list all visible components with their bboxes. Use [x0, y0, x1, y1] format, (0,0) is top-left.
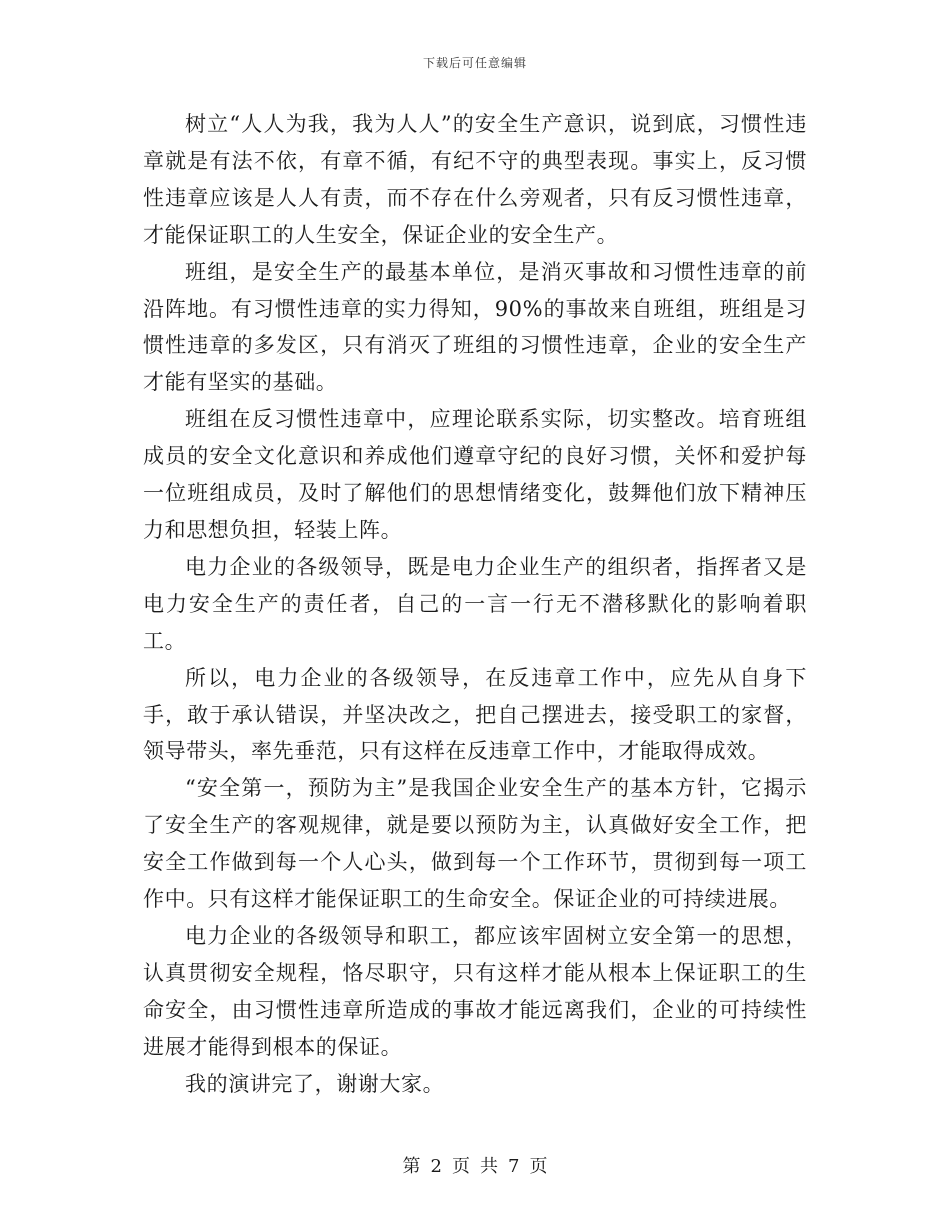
- footer-total-label: 共: [480, 1156, 498, 1177]
- paragraph-5: 所以，电力企业的各级领导，在反违章工作中，应先从自身下手，敢于承认错误，并坚决改之，把自己摆进去，接受职工的家督，领导带头，率先垂范，只有这样在反违章工作中，才能取得成效。: [143, 665, 807, 764]
- paragraph-1: 树立“人人为我，我为人人”的安全生产意识，说到底，习惯性违章就是有法不依，有章不循，有纪不守的典型表现。事实上，反习惯性违章应该是人人有责，而不存在什么旁观者，只有反习惯性违章，才能保证职工的人生安全，保证企业的安全生产。: [143, 112, 807, 247]
- page-header: 下载后可任意编辑: [422, 56, 527, 70]
- paragraph-3: 班组在反习惯性违章中，应理论联系实际，切实整改。培育班组成员的安全文化意识和养成他们遵章守纪的良好习惯，关怀和爱护每一位班组成员，及时了解他们的思想情绪变化，鼓舞他们放下精神压力和思想负担，轻装上阵。: [143, 407, 807, 542]
- footer-total-pages: 7: [508, 1156, 520, 1177]
- document-body: [143, 106, 807, 1102]
- paragraph-8: 我的演讲完了，谢谢大家。: [185, 1071, 445, 1096]
- paragraph-4: 电力企业的各级领导，既是电力企业生产的组织者，指挥者又是电力安全生产的责任者，自己的一言一行无不潜移默化的影响着职工。: [143, 554, 807, 653]
- paragraph-2: 班组，是安全生产的最基本单位，是消灭事故和习惯性违章的前沿阵地。有习惯性违章的实力得知，90%的事故来自班组，班组是习惯性违章的多发区，只有消灭了班组的习惯性违章，企业的安全生产才能有坚实的基础。: [143, 259, 807, 395]
- footer-suffix: 页: [529, 1156, 548, 1177]
- footer-page-word: 页: [452, 1156, 470, 1177]
- paragraph-7: 电力企业的各级领导和职工，都应该牢固树立安全第一的思想，认真贯彻安全规程，恪尽职守，只有这样才能从根本上保证职工的生命安全，由习惯性违章所造成的事故才能远离我们，企业的可持续性进展才能得到根本的保证。: [143, 923, 807, 1059]
- footer-prefix: 第: [402, 1156, 421, 1177]
- footer-current-page: 2: [430, 1156, 442, 1177]
- page-footer: [0, 1152, 950, 1178]
- paragraph-6: “安全第一，预防为主”是我国企业安全生产的基本方针，它揭示了安全生产的客观规律，就是要以预防为主，认真做好安全工作，把安全工作做到每一个人心头，做到每一个工作环节，贯彻到每一项工作中。只有这样才能保证职工的生命安全。保证企业的可持续进展。: [143, 776, 807, 912]
